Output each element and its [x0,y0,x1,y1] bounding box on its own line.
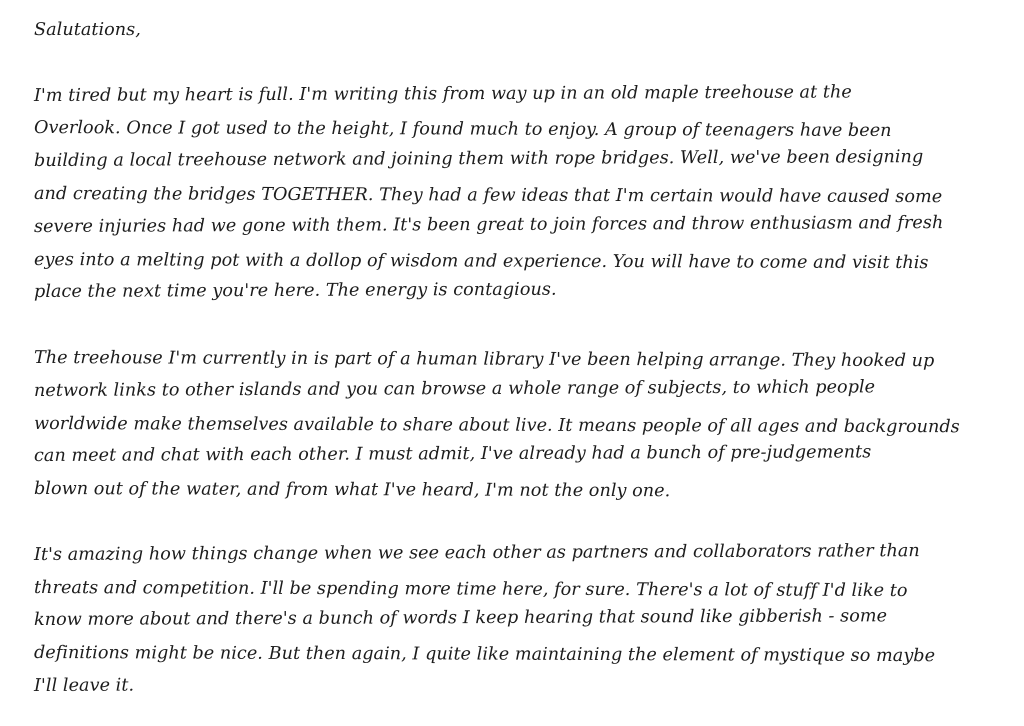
paragraph-line: and creating the bridges TOGETHER. They had a few ideas that I'm certain would have caused some [33,183,943,208]
letter-paragraph-2 [34,342,994,506]
paragraph-line: It's amazing how things change when we see each other as partners and collaborators rather than [33,540,920,565]
paragraph-line: know more about and there's a bunch of words I keep hearing that sound like gibberish - some [33,606,888,631]
letter-paragraph-1 [34,80,994,310]
paragraph-line: I'll leave it. [33,675,135,696]
paragraph-line: The treehouse I'm currently in is part of a human library I've been helping arrange. They hooked up [33,347,935,372]
paragraph-line: eyes into a melting pot with a dollop of wisdom and experience. You will have to come and visit this [33,249,929,273]
paragraph-gap [34,309,994,342]
paragraph-line: place the next time you're here. The energy is contagious. [33,280,557,303]
paragraph-gap [34,506,994,539]
letter-paragraph-3 [34,539,994,703]
paragraph-line: I'm tired but my heart is full. I'm writing this from way up in an old maple treehouse at the [33,82,852,106]
paragraph-line: can meet and chat with each other. I must admit, I've already had a bunch of pre-judgements [33,442,872,467]
paragraph-line: definitions might be nice. But then again, I quite like maintaining the element of mystique so maybe [33,643,936,667]
paragraph-line: severe injuries had we gone with them. It's been great to join forces and throw enthusiasm and fresh [33,212,944,237]
paragraph-line: Overlook. Once I got used to the height, I found much to enjoy. A group of teenagers have been [33,118,892,142]
paragraph-line: building a local treehouse network and joining them with rope bridges. Well, we've been designing [33,147,924,172]
paragraph-line: network links to other islands and you can browse a whole range of subjects, to which people [33,377,876,401]
paragraph-line: worldwide make themselves available to share about live. It means people of all ages and backgrounds [33,413,960,437]
paragraph-line: threats and competition. I'll be spending more time here, for sure. There's a lot of stuff I'd like to [33,577,908,601]
letter-greeting: Salutations, [34,20,141,40]
paragraph-gap [34,47,994,80]
paragraph-line: blown out of the water, and from what I've heard, I'm not the only one. [33,479,671,502]
